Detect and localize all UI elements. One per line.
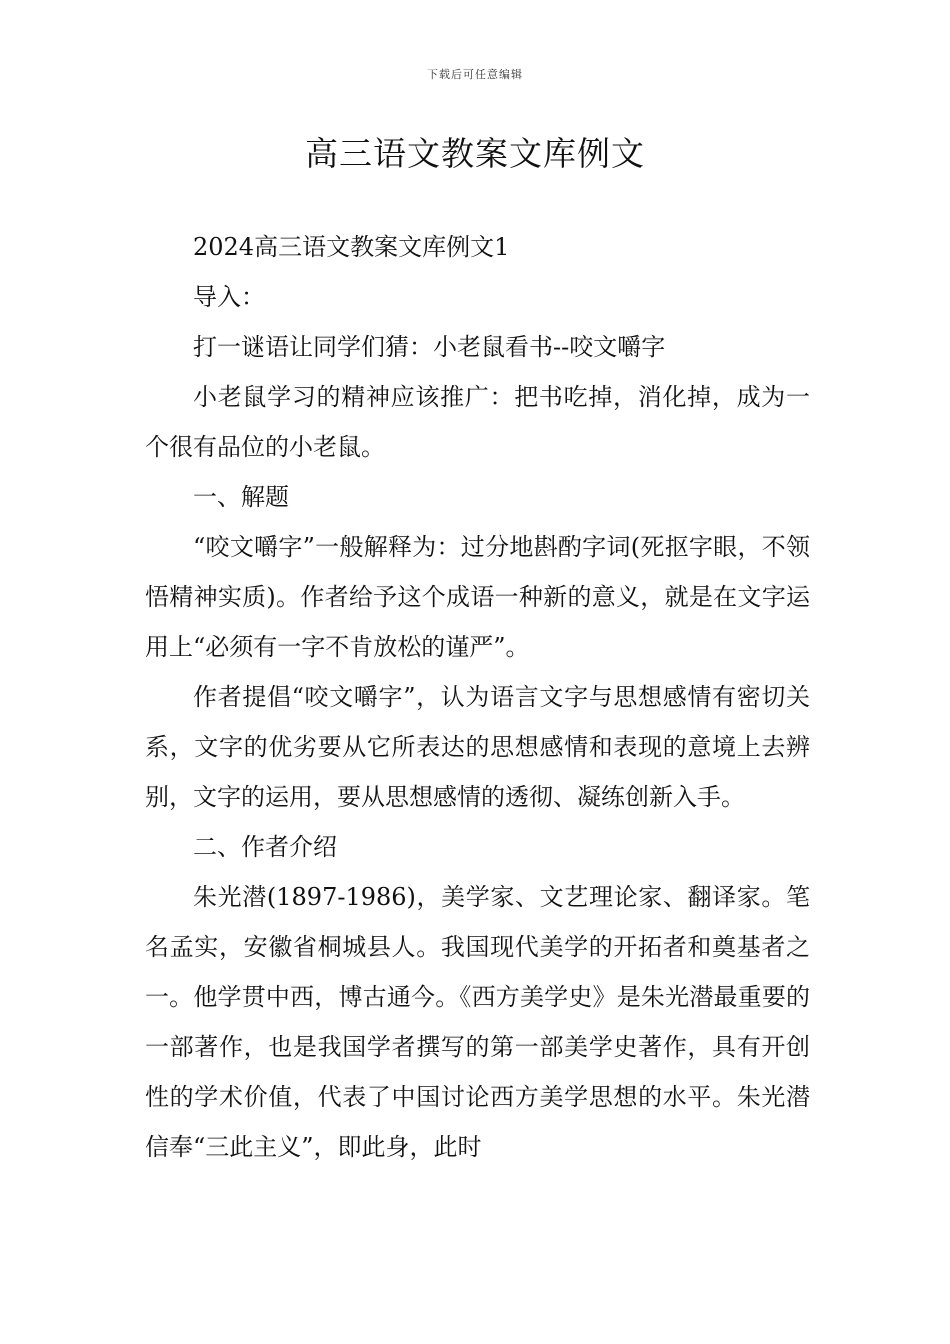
paragraph-subtitle: 2024高三语文教案文库例文1 <box>193 233 510 261</box>
header-note: 下载后可任意编辑 <box>427 68 523 81</box>
section-heading-explanation: 一、解题 <box>193 483 289 511</box>
paragraph-author-advocacy: 作者提倡“咬文嚼字”，认为语言文字与思想感情有密切关系，文字的优劣要从它所表达的思想感情和表现的意境上去辨别，文字的运用，要从思想感情的透彻、凝练创新入手。 <box>145 683 810 811</box>
paragraph-explanation: “咬文嚼字”一般解释为：过分地斟酌字词(死抠字眼，不领悟精神实质)。作者给予这个成语一种新的意义，就是在文字运用上“必须有一字不肯放松的谨严”。 <box>145 533 810 661</box>
paragraph-intro-heading: 导入： <box>193 283 265 311</box>
document-body <box>145 222 810 1172</box>
paragraph-mouse-spirit: 小老鼠学习的精神应该推广：把书吃掉，消化掉，成为一个很有品位的小老鼠。 <box>145 383 810 461</box>
section-heading-author: 二、作者介绍 <box>193 833 337 861</box>
document-title: 高三语文教案文库例文 <box>305 134 645 173</box>
paragraph-author-bio: 朱光潜(1897-1986)，美学家、文艺理论家、翻译家。笔名孟实，安徽省桐城县人。我国现代美学的开拓者和奠基者之一。他学贯中西，博古通今。《西方美学史》是朱光潜最重要的一部著作，也是我国学者撰写的第一部美学史著作，具有开创性的学术价值，代表了中国讨论西方美学思想的水平。朱光潜信奉“三此主义”，即此身，此时 <box>145 883 810 1161</box>
paragraph-riddle: 打一谜语让同学们猜：小老鼠看书--咬文嚼字 <box>193 333 666 361</box>
